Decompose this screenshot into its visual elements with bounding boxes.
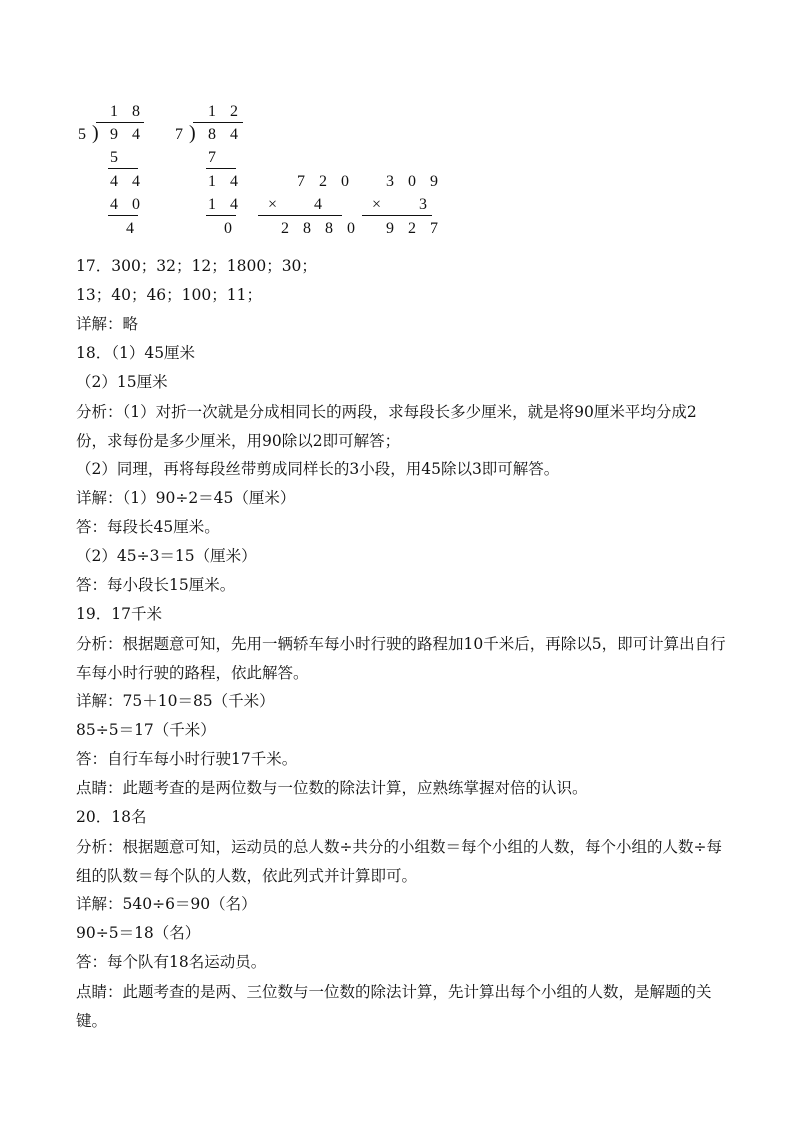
divisor: 7 bbox=[175, 126, 188, 143]
quotient: 1 8 bbox=[110, 103, 145, 120]
answer-19-note: 点睛：此题考查的是两位数与一位数的除法计算，应熟练掌握对倍的认识。 bbox=[76, 779, 588, 797]
answer-20-note: 点睛：此题考查的是两、三位数与一位数的除法计算，先计算出每个小组的人数，是解题的关键。 bbox=[76, 983, 712, 1030]
answer-17-line-2: 13；40；46；100；11； bbox=[76, 286, 262, 304]
answer-18-answer-1: 答：每段长45厘米。 bbox=[76, 518, 220, 536]
step-rule bbox=[206, 215, 236, 216]
multiplicand: 3 0 9 bbox=[386, 173, 443, 190]
multiplicand: 7 2 0 bbox=[297, 173, 354, 190]
step-2: 4 4 bbox=[110, 173, 145, 190]
product: 2 8 8 0 bbox=[281, 220, 360, 237]
step-rule bbox=[206, 168, 236, 169]
answer-18-analysis-2: （2）同理，再将每段丝带剪成同样长的3小段，用45除以3即可解答。 bbox=[76, 460, 560, 478]
answer-20-heading: 20．18名 bbox=[76, 808, 147, 826]
answer-19-answer: 答：自行车每小时行驶17千米。 bbox=[76, 750, 298, 768]
answer-18-part-2: （2）15厘米 bbox=[76, 373, 168, 391]
step-1: 5 bbox=[110, 149, 123, 166]
step-3: 1 4 bbox=[208, 196, 243, 213]
step-rule bbox=[108, 168, 138, 169]
answer-18-analysis: 分析：（1）对折一次就是分成相同长的两段，求每段长多少厘米，就是将90厘米平均分成2份，求每份是多少厘米，用90除以2即可解答； bbox=[76, 403, 697, 450]
quotient: 1 2 bbox=[208, 103, 243, 120]
division-bracket: ) bbox=[92, 122, 99, 144]
product-rule bbox=[362, 215, 432, 216]
dividend: 9 4 bbox=[110, 126, 145, 143]
division-bar bbox=[193, 122, 243, 123]
answer-18-heading: 18．（1）45厘米 bbox=[76, 344, 196, 362]
answer-20-analysis: 分析：根据题意可知，运动员的总人数÷共分的小组数＝每个小组的人数，每个小组的人数÷每组的队数＝每个队的人数，依此列式并计算即可。 bbox=[76, 838, 722, 885]
answer-19-analysis: 分析：根据题意可知，先用一辆轿车每小时行驶的路程加10千米后，再除以5，即可计算出自行车每小时行驶的路程，依此解答。 bbox=[76, 635, 726, 682]
times-sign: × bbox=[372, 196, 387, 213]
product: 9 2 7 bbox=[386, 220, 443, 237]
answer-18-answer-2: 答：每小段长15厘米。 bbox=[76, 576, 236, 594]
multiplier: 3 bbox=[419, 196, 432, 213]
answer-18-detail-2: （2）45÷3＝15（厘米） bbox=[76, 547, 257, 565]
answer-17-detail: 详解：略 bbox=[76, 315, 139, 333]
answer-19-heading: 19．17千米 bbox=[76, 605, 162, 623]
answer-18-detail-1: 详解：（1）90÷2＝45（厘米） bbox=[76, 489, 296, 507]
division-bracket: ) bbox=[189, 122, 196, 144]
answer-17-line-1: 17．300；32；12；1800；30； bbox=[76, 257, 317, 275]
divisor: 5 bbox=[78, 126, 91, 143]
times-sign: × bbox=[268, 196, 283, 213]
step-rule bbox=[108, 215, 138, 216]
answer-19-detail-1: 详解：75＋10＝85（千米） bbox=[76, 692, 275, 710]
answer-19-detail-2: 85÷5＝17（千米） bbox=[76, 721, 216, 739]
step-1: 7 bbox=[208, 149, 221, 166]
remainder: 4 bbox=[126, 220, 139, 237]
remainder: 0 bbox=[224, 220, 237, 237]
dividend: 8 4 bbox=[208, 126, 243, 143]
step-3: 4 0 bbox=[110, 196, 145, 213]
product-rule bbox=[258, 215, 342, 216]
answer-20-answer: 答：每个队有18名运动员。 bbox=[76, 953, 267, 971]
multiplier: 4 bbox=[314, 196, 327, 213]
answer-20-detail-1: 详解：540÷6＝90（名） bbox=[76, 895, 257, 913]
step-2: 1 4 bbox=[208, 173, 243, 190]
division-bar bbox=[96, 122, 144, 123]
answer-20-detail-2: 90÷5＝18（名） bbox=[76, 924, 201, 942]
